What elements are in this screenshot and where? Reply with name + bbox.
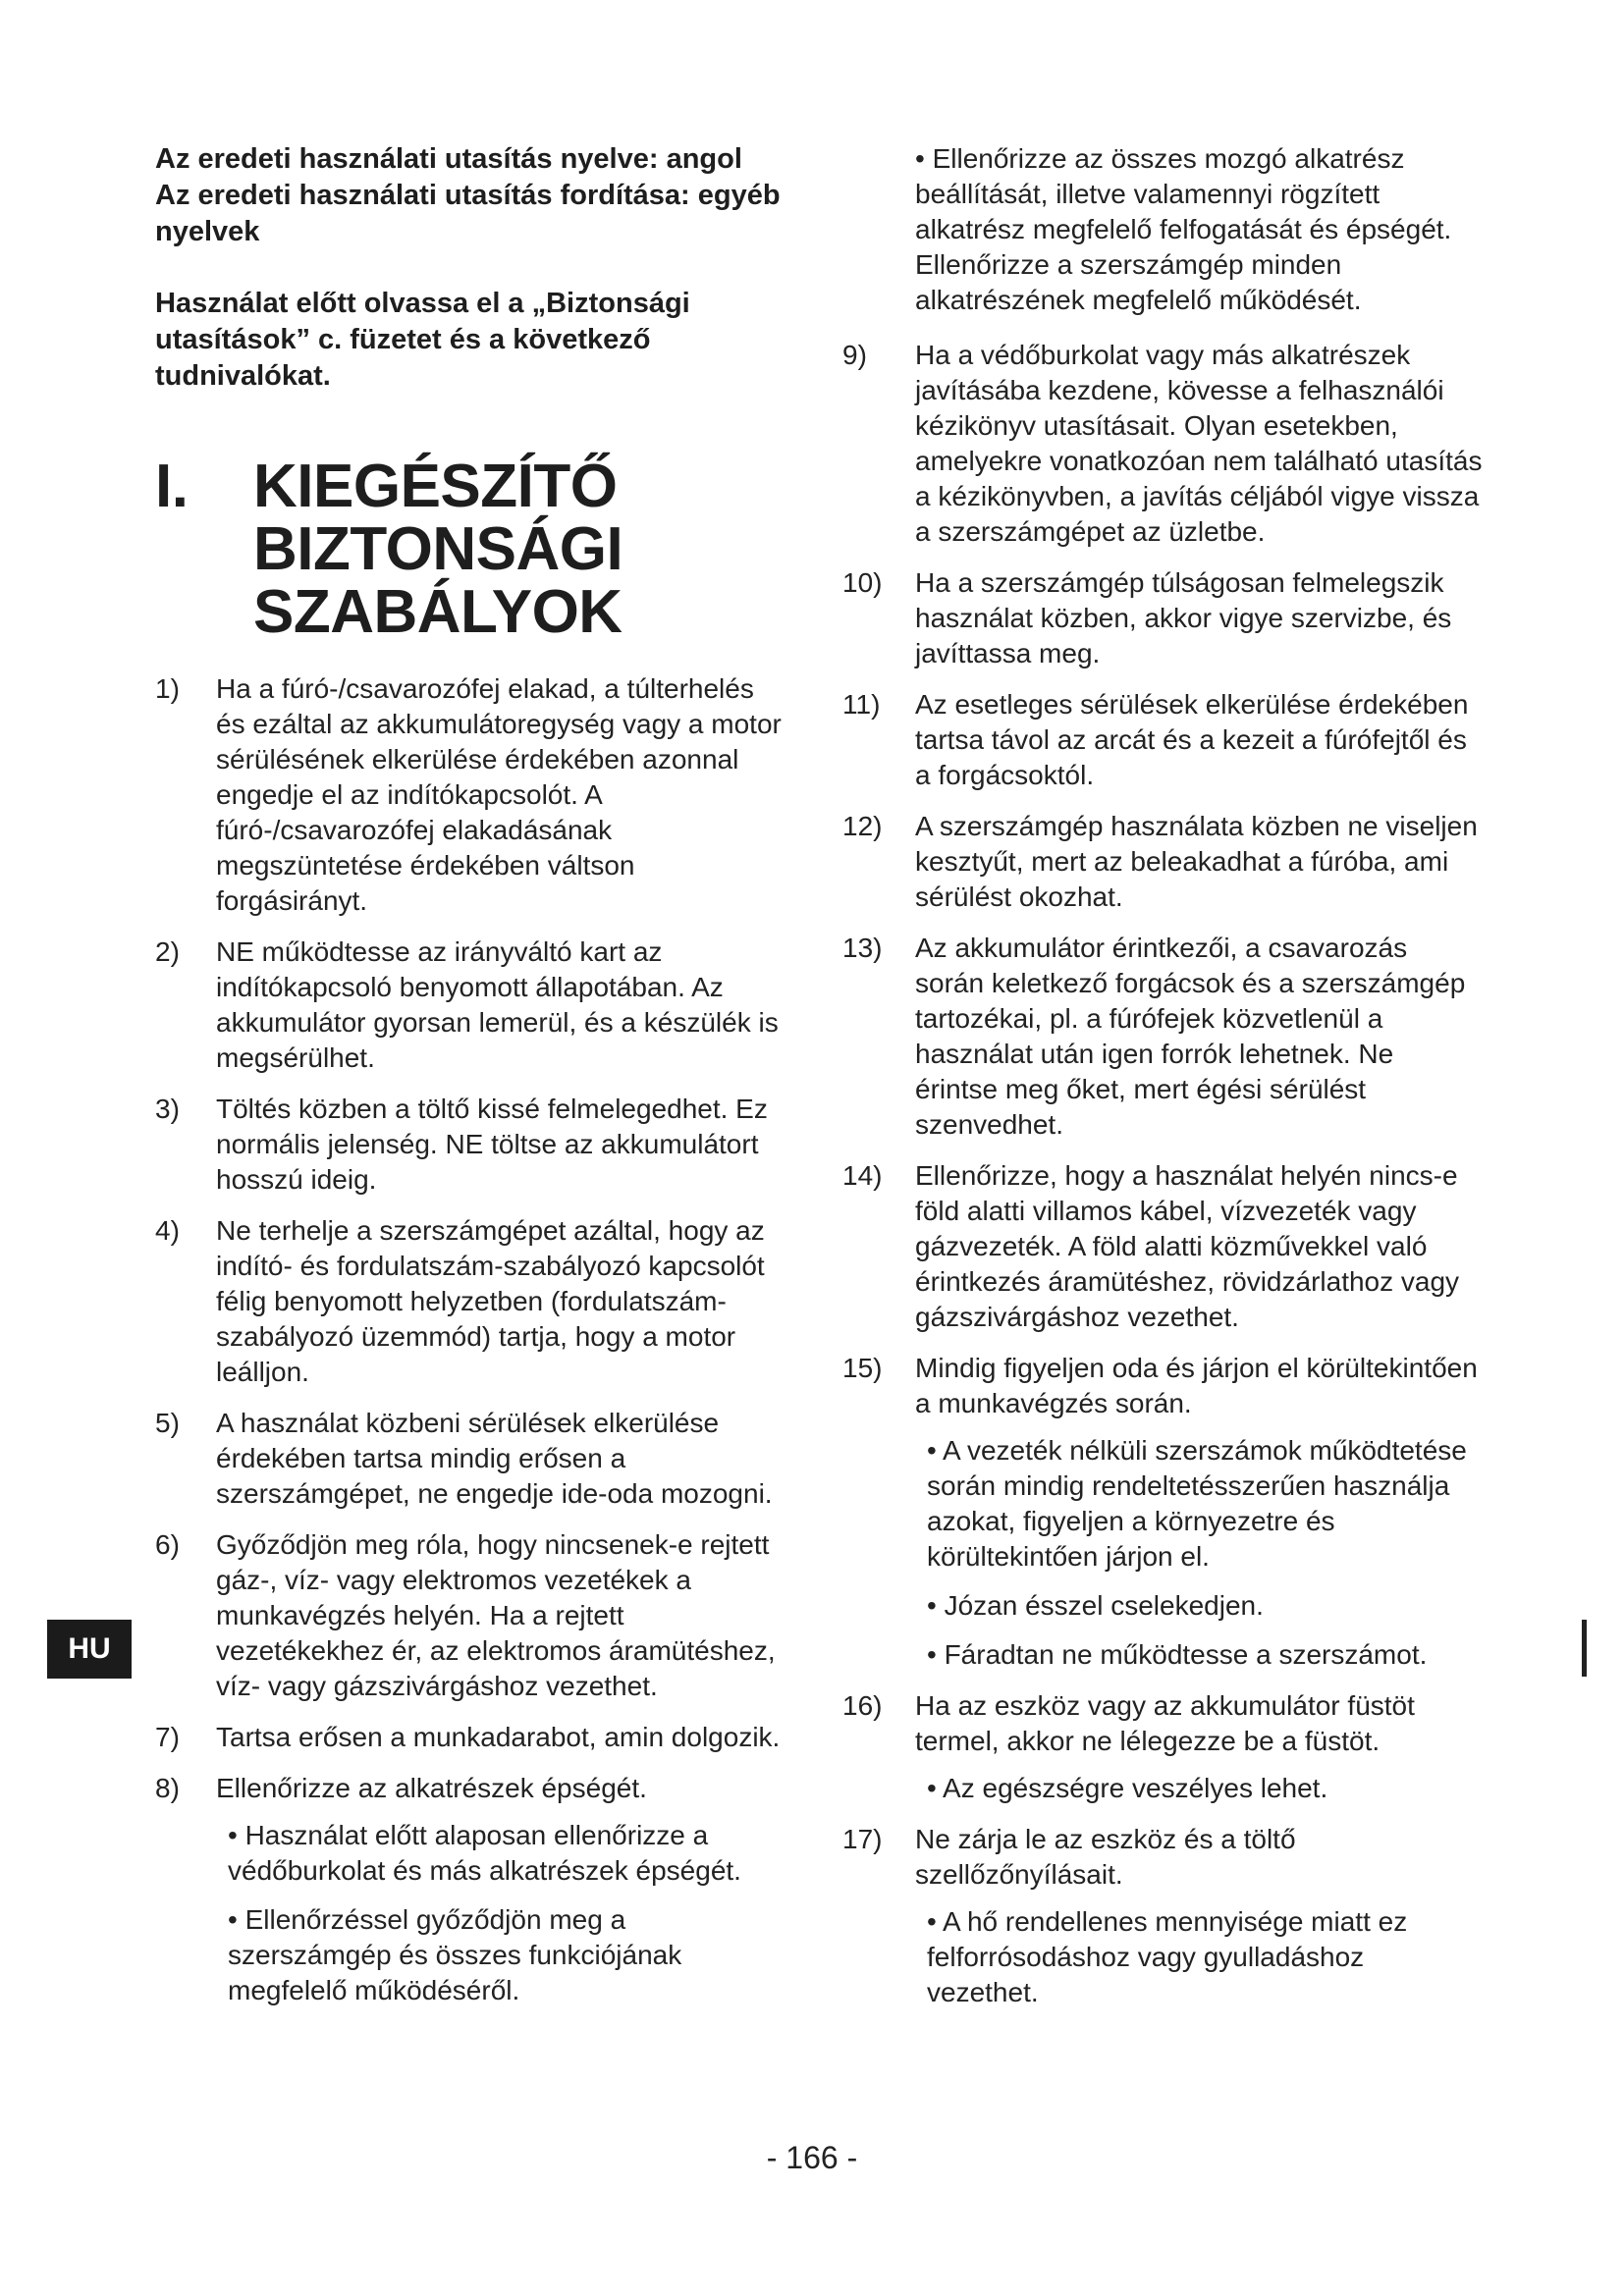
edge-marker <box>1582 1620 1587 1677</box>
item-text: A használat közbeni sérülések elkerülése érdekében tartsa mindig erősen a szerszámgépet, ne engedje ide-oda mozogni. <box>216 1408 773 1509</box>
list-item <box>155 1720 784 1755</box>
item-text: Ha a szerszámgép túlságosan felmelegszik használat közben, akkor vigye szervizbe, és javíttassa meg. <box>915 567 1452 668</box>
sub-item: • A hő rendellenes mennyisége miatt ez felforrósodáshoz vagy gyulladáshoz vezethet. <box>927 1906 1408 2007</box>
item-number: 5) <box>155 1408 180 1438</box>
right-column <box>842 141 1483 2026</box>
section-number: I. <box>155 453 189 520</box>
item-number: 15) <box>842 1353 883 1383</box>
item-number: 12) <box>842 811 883 841</box>
item-text: NE működtesse az irányváltó kart az indítókapcsoló benyomott állapotában. Az akkumulátor gyorsan lemerül, és a készülék is megsérülhet. <box>216 936 779 1073</box>
sub-item: • Józan ésszel cselekedjen. <box>927 1590 1264 1621</box>
item-number: 8) <box>155 1773 180 1803</box>
item-text: Győződjön meg róla, hogy nincsenek-e rejtett gáz-, víz- vagy elektromos vezetékek a munkavégzés helyén. Ha a rejtett vezetékekhez ér, az elektromos áramütéshez, víz- vagy gázszivárgáshoz vezethet. <box>216 1529 776 1701</box>
list-item <box>155 1092 784 1198</box>
item-text: Ha a fúró-/csavarozófej elakad, a túlterhelés és ezáltal az akkumulátoregység vagy a motor sérülésének elkerülése érdekében azonnal engedje el az indítókapcsolót. A fúró-/csavarozófej elakadásának megszüntetése érdekében váltson forgásirányt. <box>216 673 782 916</box>
list-item <box>842 1822 1483 2010</box>
item-number: 10) <box>842 567 883 598</box>
left-column <box>155 141 784 2024</box>
list-item <box>155 1527 784 1704</box>
language-tab: HU <box>47 1620 132 1679</box>
list-item <box>842 809 1483 915</box>
sub-item: • Az egészségre veszélyes lehet. <box>927 1773 1328 1803</box>
section-title-line: KIEGÉSZÍTŐ <box>253 453 618 520</box>
section-title-line: SZABÁLYOK <box>253 578 623 646</box>
sub-item: • Használat előtt alaposan ellenőrizze a védőburkolat és más alkatrészek épségét. <box>228 1820 741 1886</box>
item-number: 11) <box>842 689 881 720</box>
item-text: Az akkumulátor érintkezői, a csavarozás során keletkező forgácsok és a szerszámgép tartozékai, pl. a fúrófejek közvetlenül a használat után igen forrók lehetnek. Ne érintse meg őket, mert égési sérülést szenvedhet. <box>915 933 1466 1140</box>
item-number: 16) <box>842 1690 883 1721</box>
page-number: - 166 - <box>766 2140 858 2175</box>
item-number: 6) <box>155 1529 180 1560</box>
item-number: 17) <box>842 1824 883 1854</box>
language-note: Az eredeti használati utasítás nyelve: angol Az eredeti használati utasítás fordítása: egyéb nyelvek <box>155 143 781 247</box>
item-number: 7) <box>155 1722 180 1752</box>
item-number: 4) <box>155 1215 180 1246</box>
item-number: 3) <box>155 1094 180 1124</box>
list-item <box>842 1351 1483 1673</box>
continued-sub-item: • Ellenőrizze az összes mozgó alkatrész beállítását, illetve valamennyi rögzített alkatrész megfelelő felfogatását és épségét. Ellenőrizze a szerszámgép minden alkatrészének megfelelő működését. <box>915 143 1452 315</box>
item-text: Az esetleges sérülések elkerülése érdekében tartsa távol az arcát és a kezeit a fúrófejtől és a forgácsoktól. <box>915 689 1469 790</box>
list-item <box>842 565 1483 671</box>
item-number: 13) <box>842 933 883 963</box>
list-item <box>155 934 784 1076</box>
item-number: 2) <box>155 936 180 967</box>
item-text: A szerszámgép használata közben ne viseljen kesztyűt, mert az beleakadhat a fúróba, ami sérülést okozhat. <box>915 811 1478 912</box>
item-text: Ha az eszköz vagy az akkumulátor füstöt termel, akkor ne lélegezze be a füstöt. <box>915 1690 1415 1756</box>
item-text: Ne terhelje a szerszámgépet azáltal, hogy az indító- és fordulatszám-szabályozó kapcsolót félig benyomott helyzetben (fordulatszám-szabályozó üzemmód) tartja, hogy a motor leálljon. <box>216 1215 765 1387</box>
list-item <box>842 338 1483 550</box>
item-text: Ha a védőburkolat vagy más alkatrészek javításába kezdene, kövesse a felhasználói kézikönyv utasításait. Olyan esetekben, amelyekre vonatkozóan nem található utasítás a kézikönyvben, a javítás céljából vigye vissza a szerszámgépet az üzletbe. <box>915 340 1483 547</box>
list-item <box>155 1406 784 1512</box>
sub-item: • Fáradtan ne működtesse a szerszámot. <box>927 1639 1428 1670</box>
section-heading <box>155 455 784 644</box>
list-item <box>842 1158 1483 1335</box>
sub-item: • A vezeték nélküli szerszámok működtetése során mindig rendeltetésszerűen használja azokat, figyeljen a környezetre és körültekintően járjon el. <box>927 1435 1467 1572</box>
list-item <box>155 671 784 919</box>
list-item <box>155 1213 784 1390</box>
item-text: Ellenőrizze, hogy a használat helyén nincs-e föld alatti villamos kábel, vízvezeték vagy gázvezeték. A föld alatti közművekkel való érintkezés áramütéshez, rövidzárlathoz vagy gázszivárgáshoz vezethet. <box>915 1160 1460 1332</box>
list-item <box>155 1771 784 2008</box>
item-number: 9) <box>842 340 867 370</box>
left-rule-list <box>155 671 784 2008</box>
sub-item: • Ellenőrzéssel győződjön meg a szerszámgép és összes funkciójának megfelelő működéséről. <box>228 1904 682 2005</box>
item-number: 1) <box>155 673 180 704</box>
section-title-line: BIZTONSÁGI <box>253 515 623 583</box>
list-item <box>842 931 1483 1143</box>
item-text: Mindig figyeljen oda és járjon el körültekintően a munkavégzés során. <box>915 1353 1478 1418</box>
list-item <box>842 687 1483 793</box>
item-number: 14) <box>842 1160 883 1191</box>
list-item <box>842 1688 1483 1806</box>
item-text: Ne zárja le az eszköz és a töltő szellőzőnyílásait. <box>915 1824 1296 1890</box>
right-rule-list <box>842 338 1483 2010</box>
section-title <box>253 455 623 644</box>
item-text: Tartsa erősen a munkadarabot, amin dolgozik. <box>216 1722 781 1752</box>
item-text: Töltés közben a töltő kissé felmelegedhet. Ez normális jelenség. NE töltse az akkumulátort hosszú ideig. <box>216 1094 768 1195</box>
item-text: Ellenőrizze az alkatrészek épségét. <box>216 1773 647 1803</box>
read-before-note: Használat előtt olvassa el a „Biztonsági utasítások” c. füzetet és a következő tudnivalókat. <box>155 288 690 392</box>
